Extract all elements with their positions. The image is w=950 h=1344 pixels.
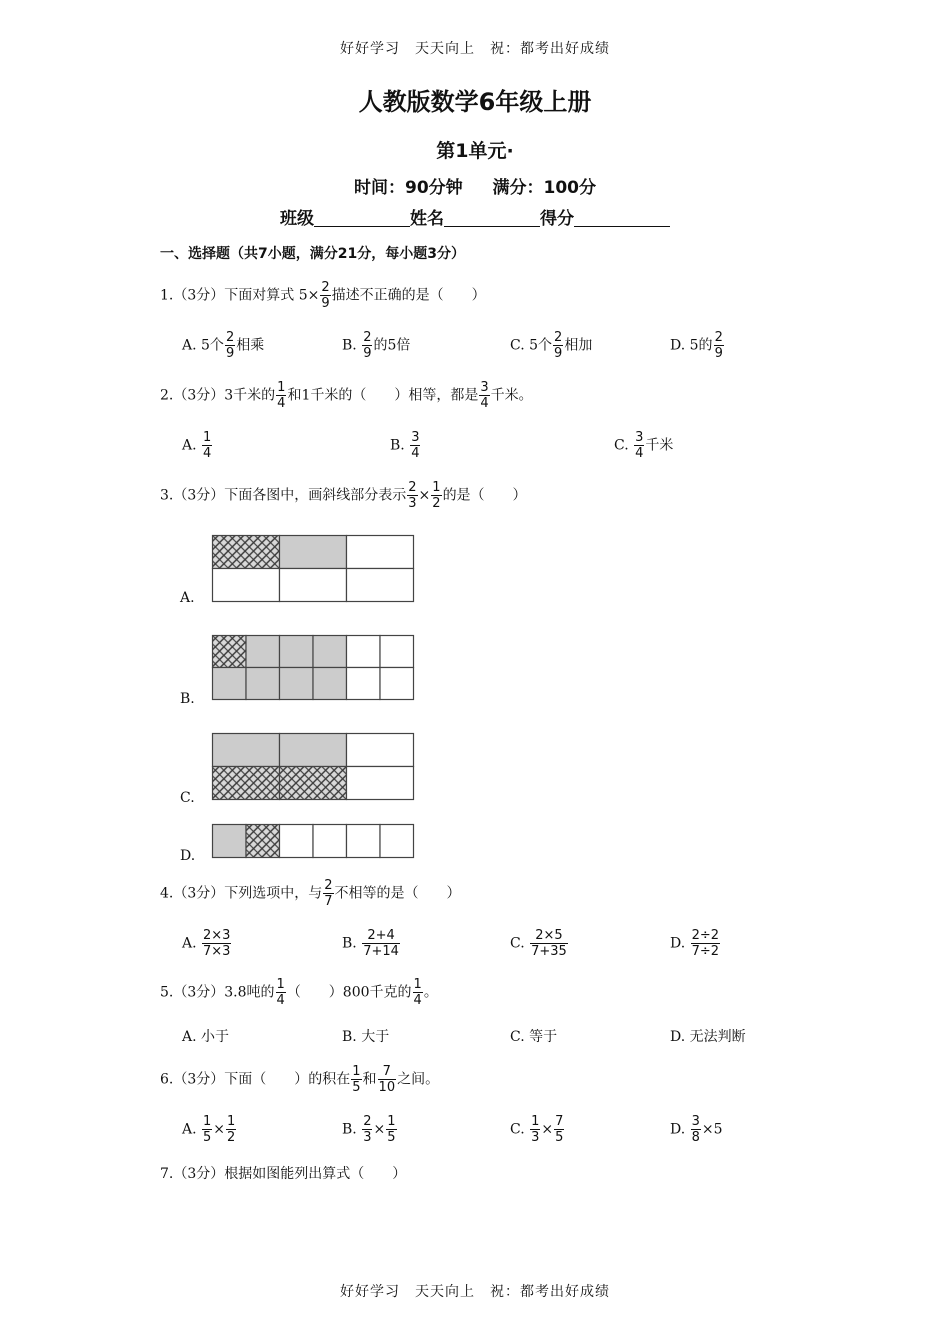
q3-option-b-label[interactable]: B. [180, 691, 195, 707]
q6-option-c[interactable]: C. $\frac{1}{3}$ × $\frac{7}{5}$ [510, 1114, 564, 1145]
q1-option-c[interactable]: C. 5个 $\frac{2}{9}$ 相加 [510, 330, 593, 361]
score-total-label: 满分：100分 [492, 178, 596, 198]
q2-option-c[interactable]: C. $\frac{3}{4}$ 千米 [614, 430, 674, 461]
q5-option-b[interactable]: B. 大于 [342, 1029, 390, 1045]
question-5: 5.（3分）3.8吨的 $\frac{1}{4}$ （ ）800千克的 $\frac{1}{4}$ 。 [160, 977, 438, 1008]
score-blank[interactable] [574, 208, 670, 227]
q6-option-a[interactable]: A. $\frac{1}{5}$ × $\frac{1}{2}$ [182, 1114, 236, 1145]
q3-figure-c[interactable] [211, 732, 415, 802]
q3-figure-a[interactable] [211, 534, 415, 604]
question-4: 4.（3分）下列选项中，与 $\frac{2}{7}$ 不相等的是（ ） [160, 878, 461, 909]
class-blank[interactable] [314, 208, 410, 227]
q5-option-c[interactable]: C. 等于 [510, 1029, 558, 1045]
section-heading: 一、选择题（共7小题，满分21分，每小题3分） [160, 246, 465, 262]
name-blank[interactable] [444, 208, 540, 227]
question-3: 3.（3分）下面各图中，画斜线部分表示 $\frac{2}{3}$ × $\frac{1}{2}$ 的是（ ） [160, 480, 527, 511]
q4-option-b[interactable]: B. $\frac{2+4}{7+14}$ [342, 928, 399, 959]
q1-option-a[interactable]: A. 5个 $\frac{2}{9}$ 相乘 [182, 330, 265, 361]
q6-option-d[interactable]: D. $\frac{3}{8}$ ×5 [670, 1114, 723, 1145]
question-6: 6.（3分）下面（ ）的积在 $\frac{1}{5}$ 和 $\frac{7}{10}$ 之间。 [160, 1064, 440, 1095]
q6-option-b[interactable]: B. $\frac{2}{3}$ × $\frac{1}{5}$ [342, 1114, 396, 1145]
q4-option-a[interactable]: A. $\frac{2\times 3}{7\times 3}$ [182, 928, 231, 959]
unit-title: 第1单元· [436, 140, 514, 162]
q5-option-d[interactable]: D. 无法判断 [670, 1029, 746, 1045]
page-header: 好好学习 天天向上 祝：都考出好成绩 [340, 41, 610, 57]
time-label: 时间：90分钟 [353, 178, 463, 198]
q1-option-d[interactable]: D. 5的 $\frac{2}{9}$ [670, 330, 723, 361]
q3-option-a-label[interactable]: A. [180, 590, 195, 606]
question-1: 1.（3分）下面对算式 5× $\frac{2}{9}$ 描述不正确的是（ ） [160, 280, 486, 311]
q2-option-b[interactable]: B. $\frac{3}{4}$ [390, 430, 420, 461]
exam-info [0, 173, 950, 198]
q3-option-c-label[interactable]: C. [180, 790, 195, 806]
page-footer: 好好学习 天天向上 祝：都考出好成绩 [340, 1284, 610, 1300]
q1-option-b[interactable]: B. $\frac{2}{9}$ 的5倍 [342, 330, 411, 361]
page-title: 人教版数学6年级上册 [358, 88, 592, 116]
q4-option-d[interactable]: D. $\frac{2\div 2}{7\div 2}$ [670, 928, 720, 959]
q3-figure-b[interactable] [211, 634, 415, 702]
student-fields [0, 204, 950, 229]
q3-figure-d[interactable] [211, 823, 417, 861]
question-2: 2.（3分）3千米的 $\frac{1}{4}$ 和1千米的（ ）相等，都是 $\frac{3}{4}$ 千米。 [160, 380, 533, 411]
question-7: 7.（3分）根据如图能列出算式（ ） [160, 1166, 407, 1182]
q5-option-a[interactable]: A. 小于 [182, 1029, 230, 1045]
fraction: $\frac{2}{9}$ [321, 280, 330, 311]
q4-option-c[interactable]: C. $\frac{2\times 5}{7+35}$ [510, 928, 567, 959]
q3-option-d-label[interactable]: D. [180, 848, 196, 864]
score-label: 得分 [540, 209, 574, 229]
q2-option-a[interactable]: A. $\frac{1}{4}$ [182, 430, 212, 461]
name-label: 姓名 [410, 209, 444, 229]
class-label: 班级 [280, 209, 314, 229]
